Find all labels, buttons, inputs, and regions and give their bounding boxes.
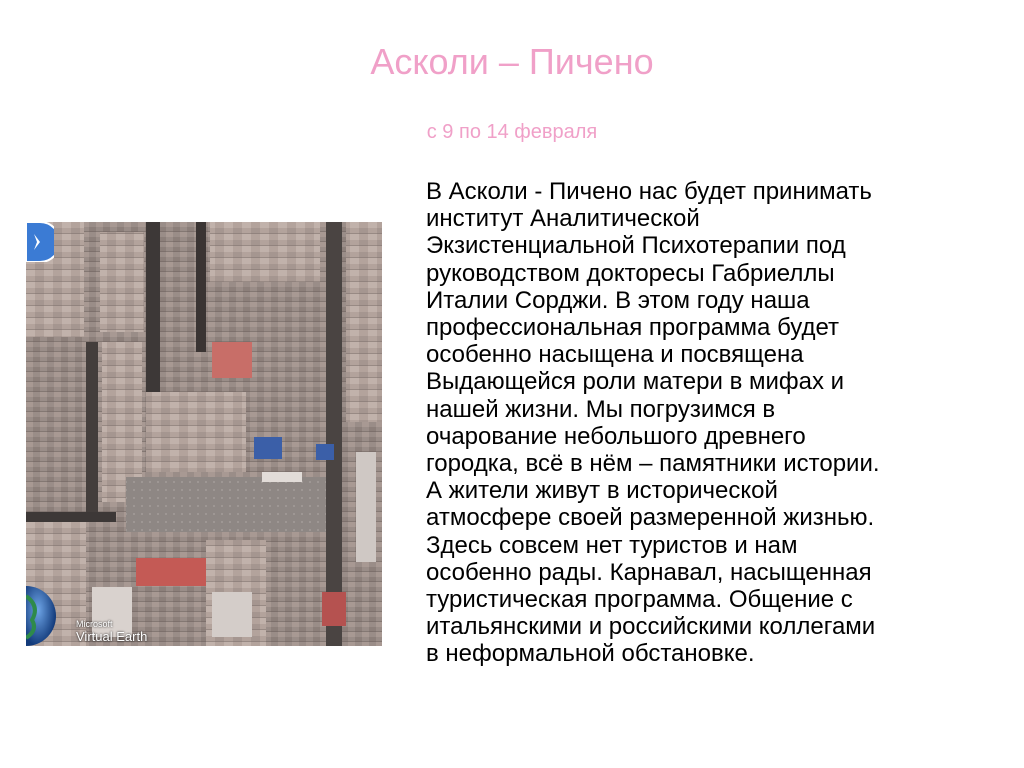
- body-line: особенно насыщена и посвящена: [426, 341, 804, 369]
- body-line: Здесь совсем нет туристов и нам: [426, 531, 798, 559]
- body-line: особенно рады. Карнавал, насыщенная: [426, 558, 872, 586]
- compass-icon: [26, 222, 54, 262]
- watermark-line1: Microsoft: [76, 619, 113, 629]
- body-line: в неформальной обстановке.: [426, 640, 755, 668]
- slide-subtitle: с 9 по 14 февраля: [426, 121, 598, 143]
- aerial-photo-drawing: [26, 222, 382, 646]
- body-line: руководством докторесы Габриеллы: [426, 259, 835, 287]
- body-line: городка, всё в нём – памятники истории.: [426, 450, 880, 478]
- body-line: А жители живут в исторической: [426, 477, 778, 505]
- aerial-photo: [26, 222, 382, 646]
- body-line: итальянскими и российскими коллегами: [426, 613, 876, 641]
- watermark-line2: Virtual Earth: [76, 629, 148, 644]
- globe-icon: [26, 586, 62, 646]
- body-paragraph: [426, 178, 986, 668]
- body-line: В Асколи - Пичено нас будет принимать: [426, 178, 872, 205]
- virtual-earth-watermark: [76, 620, 147, 643]
- body-line: нашей жизни. Мы погрузимся в: [426, 395, 776, 423]
- body-line: Экзистенциальной Психотерапии под: [426, 232, 846, 260]
- body-line: туристическая программа. Общение с: [426, 586, 853, 614]
- slide-title: Асколи – Пичено: [370, 41, 654, 82]
- body-line: институт Аналитической: [426, 205, 700, 233]
- body-line: атмосфере своей размеренной жизнью.: [426, 504, 875, 532]
- body-line: профессиональная программа будет: [426, 314, 840, 342]
- body-line: Выдающейся роли матери в мифах и: [426, 368, 845, 396]
- body-line: Италии Сорджи. В этом году наша: [426, 286, 810, 314]
- body-line: очарование небольшого древнего: [426, 422, 806, 450]
